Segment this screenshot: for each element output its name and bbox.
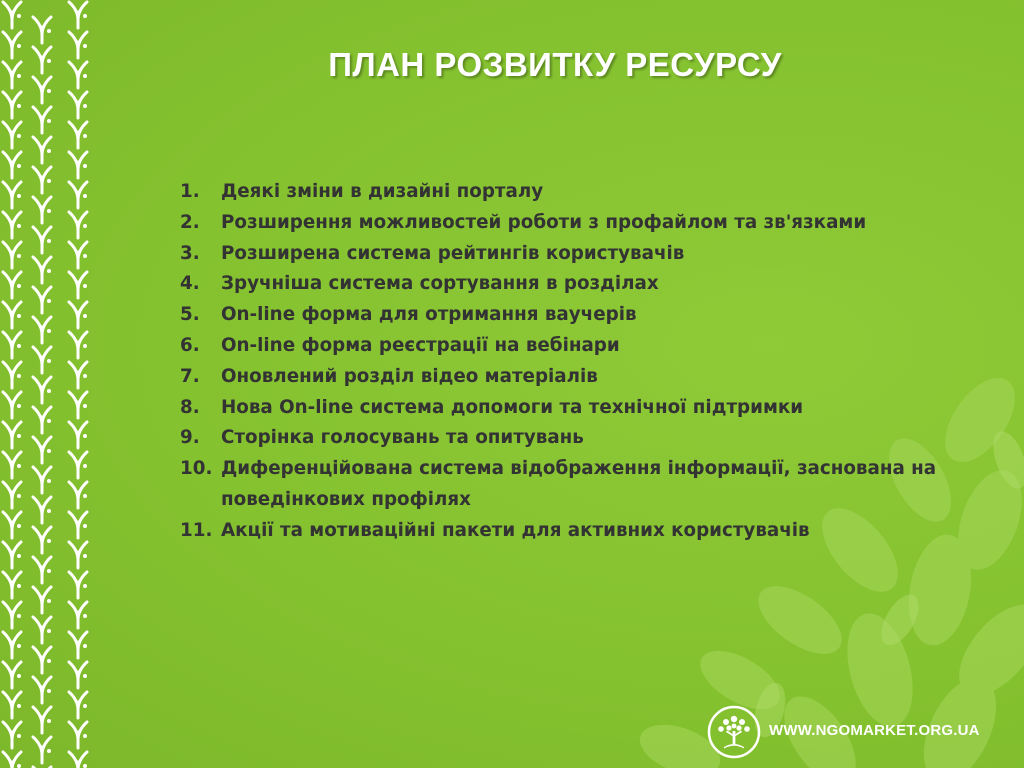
list-item <box>180 177 980 208</box>
footer-website-url: WWW.NGOMARKET.ORG.UA <box>769 722 980 739</box>
list-item-number: 3. <box>180 242 200 264</box>
vine-border-decoration <box>0 0 112 768</box>
list-item-number: 6. <box>180 334 200 356</box>
list-item-number: 5. <box>180 304 200 326</box>
list-item-text: Нова On-line система допомоги та технічної підтримки <box>221 396 804 418</box>
list-item-number: 9. <box>180 427 200 449</box>
list-item <box>180 516 980 547</box>
list-item <box>180 269 980 300</box>
list-item-text: Розширення можливостей роботи з профайлом та зв'язками <box>221 211 867 233</box>
list-item-text: Розширена система рейтингів користувачів <box>221 242 685 264</box>
list-item-number: 4. <box>180 273 200 295</box>
list-item-number: 1. <box>180 181 200 202</box>
list-item-number: 10. <box>180 458 213 480</box>
list-item-number: 7. <box>180 365 200 387</box>
list-item <box>180 362 980 393</box>
list-item-number: 8. <box>180 396 200 418</box>
list-item <box>180 300 980 331</box>
list-item <box>180 239 980 270</box>
list-item-text: Оновлений розділ відео матеріалів <box>221 365 598 387</box>
list-item-text: On-line форма реєстрації на вебінари <box>221 334 620 356</box>
list-item-number: 11. <box>180 519 213 541</box>
list-item <box>180 423 980 454</box>
list-item-text: Акції та мотиваційні пакети для активних користувачів <box>221 519 810 541</box>
development-plan-list <box>180 177 980 547</box>
slide-title: ПЛАН РОЗВИТКУ РЕСУРСУ <box>328 46 782 83</box>
list-item-text: On-line форма для отримання ваучерів <box>221 304 637 326</box>
list-item <box>180 393 980 424</box>
ngomarket-tree-logo-icon <box>707 705 761 759</box>
list-item-number: 2. <box>180 211 200 233</box>
list-item-text: Диференційована система відображення інформації, заснована на поведінкових профілях <box>221 458 937 510</box>
list-item <box>180 331 980 362</box>
list-item-text: Зручніша система сортування в розділах <box>221 273 659 295</box>
list-item <box>180 208 980 239</box>
list-item <box>180 454 980 516</box>
list-item-text: Деякі зміни в дизайні порталу <box>221 181 544 202</box>
list-item-text: Сторінка голосувань та опитувань <box>221 427 584 449</box>
